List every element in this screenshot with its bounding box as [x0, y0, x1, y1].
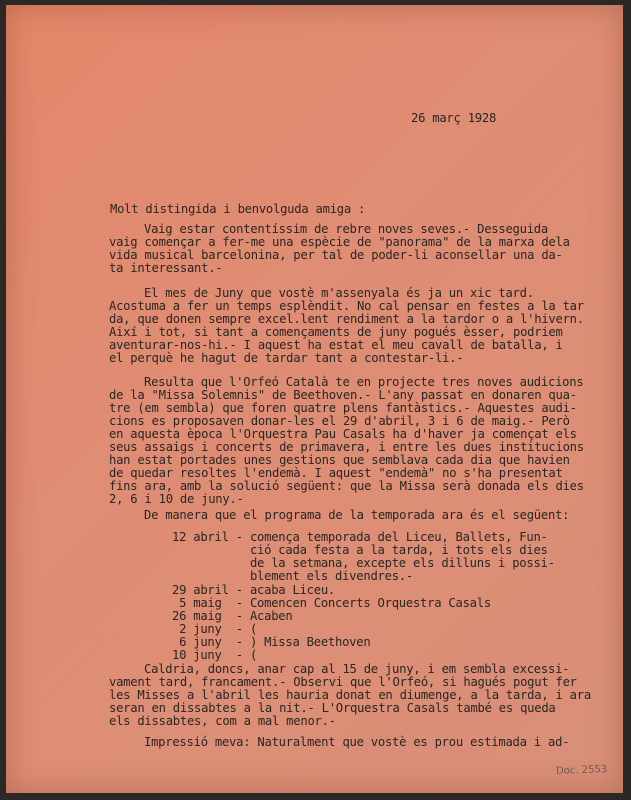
paragraph-2-line: Acostuma a fer un temps esplèndit. No cal pensar en festes a la tar — [109, 299, 584, 313]
paragraph-5-line: Caldria, doncs, anar cap al 15 de juny, i em sembla excessi- — [144, 662, 570, 676]
paragraph-1-line: Vaig estar contentíssim de rebre noves seves.- Desseguida — [144, 222, 548, 236]
program-line: 10 juny - ( — [172, 648, 258, 662]
paragraph-3-line: seus assaigs i concerts de primavera, i entre les dues institucions — [109, 440, 584, 454]
paragraph-3-line: de quedar resoltes l'endemà. I aquest "endemà" no s'ha presentat — [109, 466, 563, 480]
paragraph-2-line: El mes de Juny que vostè m'assenyala és ja un xic tard. — [144, 286, 534, 300]
program-line: 2 juny - ( — [172, 622, 258, 636]
program-line: ció cada festa a la tarda, i tots els dies — [172, 543, 548, 557]
paragraph-1-line: ta interessant.- — [109, 261, 223, 275]
paragraph-2-line: da, que donen sempre excel.lent rendiment a la tardor o a l'hivern. — [109, 312, 584, 326]
program-line: 12 abril - comença temporada del Liceu, Ballets, Fun- — [172, 530, 548, 544]
paragraph-3-line: en aquesta època l'Orquestra Pau Casals ha d'haver ja començat els — [109, 427, 577, 441]
program-line: blement els divendres.- — [172, 569, 413, 583]
paragraph-1-line: vida musical barcelonina, per tal de poder-li aconsellar una da- — [109, 248, 563, 262]
paragraph-5-line: els dissabtes, com a mal menor.- — [109, 714, 336, 728]
paragraph-5-line: les Misses a l'abril les hauria donat en diumenge, a la tarda, i ara — [109, 688, 591, 702]
paragraph-1-line: vaig començar a fer-me una espècie de "panorama" de la marxa dela — [109, 235, 570, 249]
letter-date: 26 març 1928 — [411, 111, 497, 125]
program-line: de la setmana, excepte els dilluns i possi- — [172, 556, 555, 570]
program-line: 5 maig - Comencen Concerts Orquestra Casals — [172, 596, 491, 610]
salutation: Molt distingida i benvolguda amiga : — [110, 202, 366, 216]
archive-stamp: Doc. 2553 — [555, 764, 608, 777]
paragraph-3-line: 2, 6 i 10 de juny.- — [109, 492, 244, 506]
program-line: 6 juny - ) Missa Beethoven — [172, 635, 371, 649]
paragraph-2-line: Així i tot, si tant a començaments de juny pogués èsser, podriem — [109, 325, 563, 339]
paragraph-3-line: fins ara, amb la solució següent: que la Missa serà donada els dies — [109, 479, 584, 493]
program-line: 26 maig - Acaben — [172, 609, 293, 623]
paragraph-2-line: aventurar-nos-hi.- I aquest ha estat el meu cavall de batalla, i — [109, 338, 563, 352]
paragraph-2-line: el perquè he hagut de tardar tant a contestar-li.- — [109, 351, 464, 365]
paragraph-6-line: Impressió meva: Naturalment que vostè es prou estimada i ad- — [144, 735, 570, 749]
paragraph-3-line: de la "Missa Solemnis" de Beethoven.- L'any passat en donaren qua- — [109, 388, 577, 402]
paragraph-3-line: cions es proposaven donar-les el 29 d'abril, 3 i 6 de maig.- Però — [109, 414, 570, 428]
paragraph-3-line: tre (em sembla) que foren quatre plens fantàstics.- Aquestes audi- — [109, 401, 577, 415]
paragraph-3-line: Resulta que l'Orfeó Català te en projecte tres noves audicions — [144, 375, 584, 389]
program-intro: De manera que el programa de la temporada ara és el següent: — [144, 508, 570, 522]
paragraph-5-line: seran en dissabtes a la nit.- L'Orquestra Casals també es queda — [109, 701, 556, 715]
paragraph-5-line: vament tard, francament.- Observi que l'Orfeó, si hagués pogut fer — [109, 675, 577, 689]
program-line: 29 abril - acaba Liceu. — [172, 583, 336, 597]
paragraph-3-line: han estat portades unes gestions que semblava cada dia que havien — [109, 453, 570, 467]
